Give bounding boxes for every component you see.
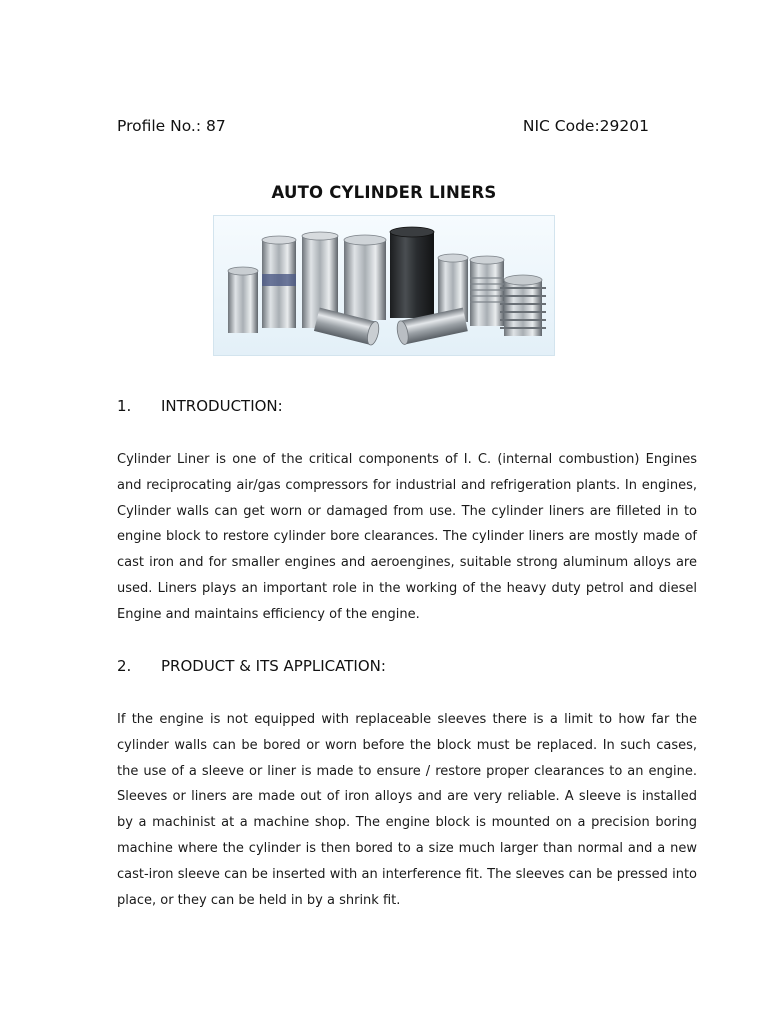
profile-number: Profile No.: 87 <box>117 117 226 135</box>
section-number: 1. <box>117 397 132 415</box>
document-header <box>117 117 649 139</box>
section-heading-product-application <box>117 657 677 679</box>
introduction-paragraph: Cylinder Liner is one of the critical components of I. C. (internal combustion) Engines and reciprocating air/gas compressors for industrial and refrigeration plants. In engines, Cylinder walls can get worn or damaged from use. The cylinder liners are filleted in to engine block to restore cylinder bore clearances. The cylinder liners are mostly made of cast iron and for smaller engines and aeroengines, suitable strong aluminum alloys are used. Liners plays an important role in the working of the heavy duty petrol and diesel Engine and maintains efficiency of the engine. <box>117 452 697 622</box>
section-heading-introduction <box>117 397 677 419</box>
document-title: AUTO CYLINDER LINERS <box>271 183 497 202</box>
section-title: INTRODUCTION: <box>161 397 283 415</box>
section-number: 2. <box>117 657 132 675</box>
section-title: PRODUCT & ITS APPLICATION: <box>161 657 386 675</box>
cylinder-liners-photo <box>213 215 555 356</box>
product-application-paragraph: If the engine is not equipped with replaceable sleeves there is a limit to how far the cylinder walls can be bored or worn before the block must be replaced. In such cases, the use of a sleeve or liner is made to ensure / restore proper clearances to an engine. Sleeves or liners are made out of iron alloys and are very reliable. A sleeve is installed by a machinist at a machine shop. The engine block is mounted on a precision boring machine where the cylinder is then bored to a size much larger than normal and a new cast-iron sleeve can be inserted with an interference fit. The sleeves can be pressed into place, or they can be held in by a shrink fit. <box>117 712 697 908</box>
nic-code: NIC Code:29201 <box>522 117 649 135</box>
